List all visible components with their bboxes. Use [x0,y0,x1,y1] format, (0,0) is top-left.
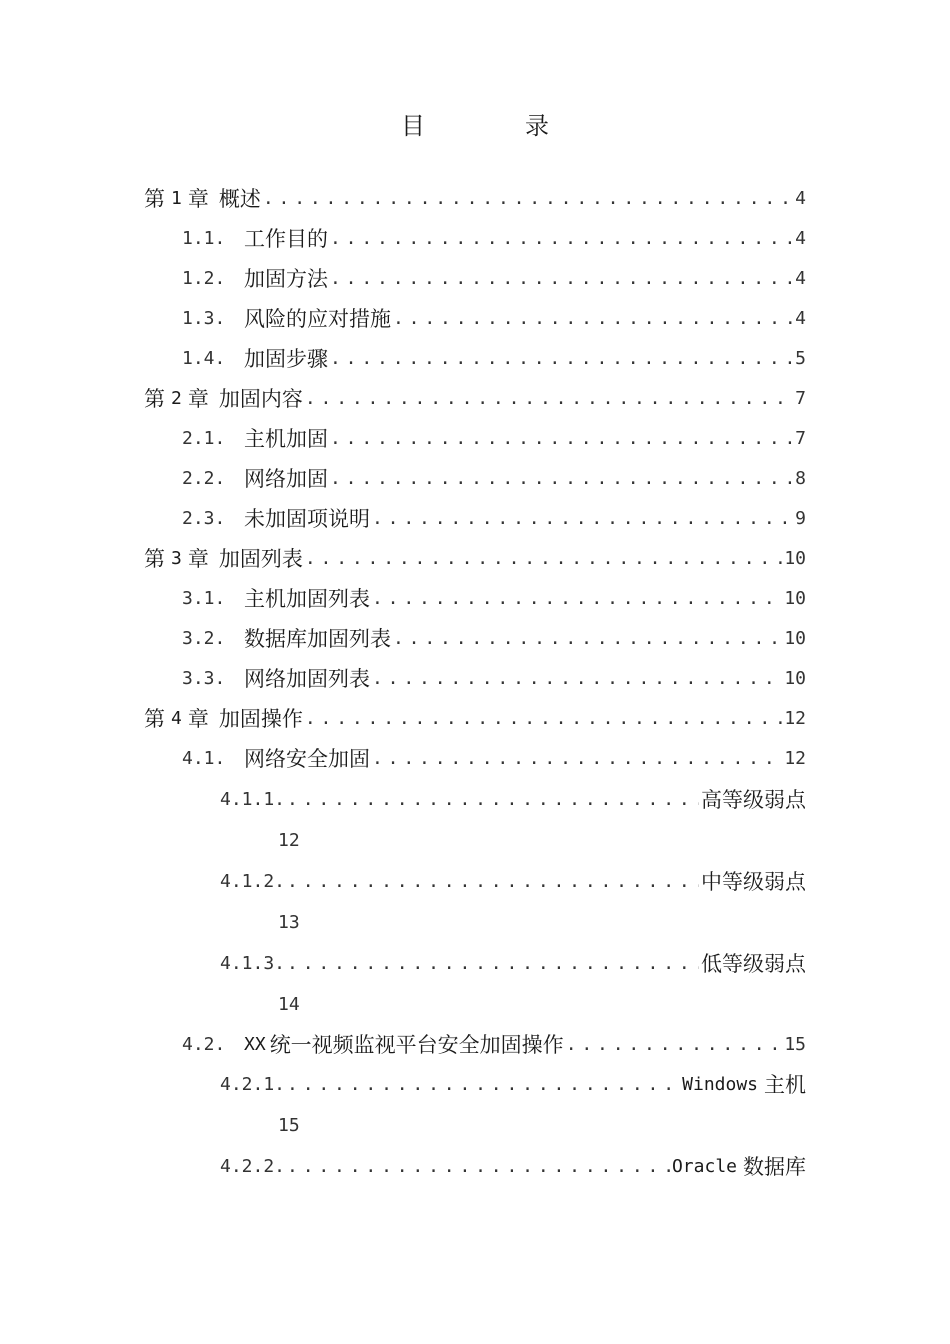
chapter-prefix: 第 [144,387,165,411]
entry-title: 数据库 [743,1155,806,1179]
toc-entry-2-1[interactable] [182,419,806,459]
entry-title: 加固操作 [218,707,303,731]
entry-title: 主机加固 [244,427,328,451]
page-number[interactable]: 15 [278,1115,300,1136]
entry-title: 高等级弱点 [701,788,806,812]
dot-leader [287,1065,680,1105]
dot-leader [393,299,793,339]
toc-entry-3-2[interactable] [182,619,806,659]
toc-title: 目 录 [401,112,587,140]
toc-entry-1-2[interactable] [182,259,806,299]
dot-leader [287,780,699,820]
section-number: 4.1.2. [220,871,286,892]
toc-entry-4-1[interactable] [182,739,806,779]
page-number: 10 [784,548,806,569]
entry-title: 低等级弱点 [701,952,806,976]
page-number: 5 [795,348,806,369]
dot-leader [372,739,782,779]
section-number: 2.1. [182,428,226,449]
dot-leader [305,539,782,579]
section-number: 4.1.1. [220,789,286,810]
chapter-prefix: 第 [144,547,165,571]
entry-title: 加固列表 [218,547,303,571]
chapter-prefix: 第 [144,187,165,211]
dot-leader [305,379,793,419]
page-number[interactable]: 13 [278,912,300,933]
toc-entry-chapter-2[interactable] [144,379,806,419]
dot-leader [393,619,782,659]
page-number: 10 [784,588,806,609]
dot-leader [330,259,793,299]
page-number[interactable]: 12 [278,830,300,851]
section-number: 4.1.3. [220,953,286,974]
section-number: 1.1. [182,228,226,249]
dot-leader [287,944,699,984]
toc-entry-4-1-1[interactable] [220,780,806,820]
section-number: 4.1. [182,748,226,769]
chapter-suffix: 章 [187,547,209,571]
dot-leader [287,1147,670,1187]
toc-entry-4-1-2[interactable] [220,862,806,902]
entry-title: 加固步骤 [244,347,328,371]
dot-leader [330,459,793,499]
entry-title: 网络加固 [244,467,328,491]
dot-leader [330,419,793,459]
entry-title-latin: Oracle [671,1156,737,1177]
chapter-suffix: 章 [187,387,209,411]
section-number: 4.2.1. [220,1074,286,1095]
dot-leader [287,862,699,902]
section-number: 4.2. [182,1034,226,1055]
entry-title: 中等级弱点 [701,870,806,894]
page-number: 4 [795,268,806,289]
page-number: 12 [784,748,806,769]
page-number: 7 [795,428,806,449]
entry-title: 风险的应对措施 [244,307,391,331]
section-number: 1.4. [182,348,226,369]
page-number: 7 [795,388,806,409]
page-number: 9 [795,508,806,529]
section-number: 3.3. [182,668,226,689]
entry-title-prefix: XX [244,1034,266,1055]
toc-entry-chapter-4[interactable] [144,699,806,739]
page-number: 4 [795,188,806,209]
toc-entry-4-2-2[interactable] [220,1147,806,1187]
toc-entry-3-1[interactable] [182,579,806,619]
dot-leader [263,179,793,219]
chapter-suffix: 章 [187,707,209,731]
chapter-number: 1 [171,188,182,209]
section-number: 1.3. [182,308,226,329]
entry-title: 加固内容 [218,387,303,411]
toc-entry-1-1[interactable] [182,219,806,259]
chapter-number: 2 [171,388,182,409]
section-number: 1.2. [182,268,226,289]
toc-entry-chapter-1[interactable] [144,179,806,219]
page-number: 8 [795,468,806,489]
page-number[interactable]: 14 [278,994,300,1015]
section-number: 4.2.2. [220,1156,286,1177]
entry-title: 主机加固列表 [244,587,370,611]
page-number: 4 [795,228,806,249]
entry-title: 未加固项说明 [244,507,370,531]
entry-title-latin: Windows [682,1074,758,1095]
toc-entry-4-2-1[interactable] [220,1065,806,1105]
chapter-number: 3 [171,548,182,569]
dot-leader [372,659,782,699]
toc-entry-1-4[interactable] [182,339,806,379]
entry-title: 概述 [218,187,261,211]
entry-title: 加固方法 [244,267,328,291]
section-number: 3.1. [182,588,226,609]
page-number: 10 [784,628,806,649]
page-number: 15 [784,1034,806,1055]
entry-title: 工作目的 [244,227,328,251]
dot-leader [330,339,793,379]
chapter-prefix: 第 [144,707,165,731]
chapter-suffix: 章 [187,187,209,211]
chapter-number: 4 [171,708,182,729]
toc-entry-4-2[interactable] [182,1025,806,1065]
dot-leader [372,499,793,539]
toc-entry-1-3[interactable] [182,299,806,339]
entry-title: 网络加固列表 [244,667,370,691]
section-number: 2.3. [182,508,226,529]
dot-leader [566,1025,783,1065]
toc-entry-chapter-3[interactable] [144,539,806,579]
page-number: 12 [784,708,806,729]
toc-entry-4-1-3[interactable] [220,944,806,984]
toc-entry-3-3[interactable] [182,659,806,699]
page-number: 4 [795,308,806,329]
dot-leader [330,219,793,259]
toc-entry-2-2[interactable] [182,459,806,499]
dot-leader [372,579,782,619]
section-number: 3.2. [182,628,226,649]
page-number: 10 [784,668,806,689]
dot-leader [305,699,782,739]
toc-entry-2-3[interactable] [182,499,806,539]
entry-title: 统一视频监视平台安全加固操作 [269,1033,564,1057]
entry-title: 主机 [764,1073,806,1097]
entry-title: 网络安全加固 [244,747,370,771]
section-number: 2.2. [182,468,226,489]
entry-title: 数据库加固列表 [244,627,391,651]
